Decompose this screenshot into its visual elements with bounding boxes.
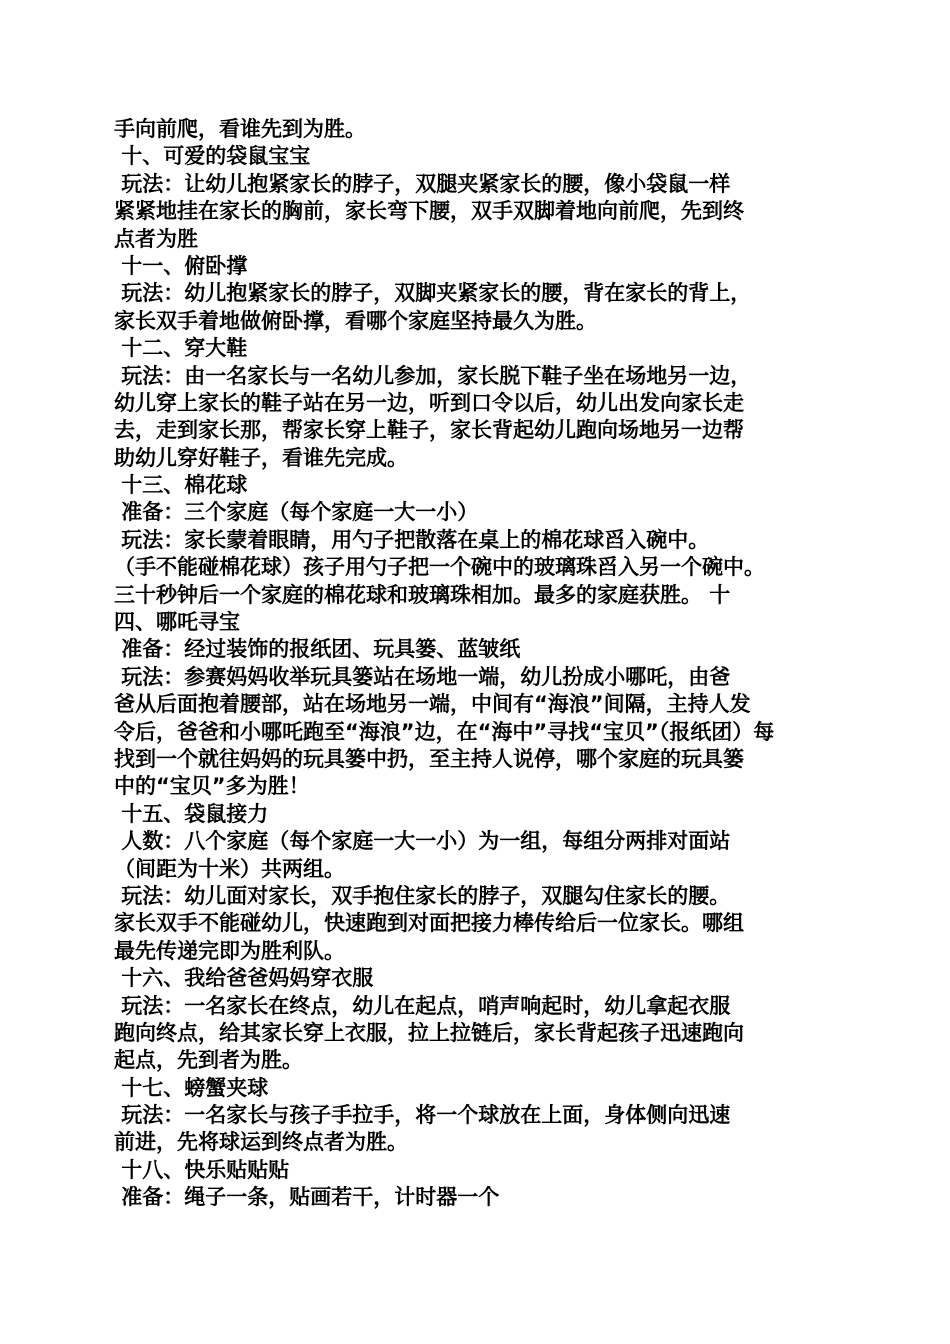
text-line: 人数：八个家庭（每个家庭一大一小）为一组，每组分两排对面站 xyxy=(114,829,731,854)
text-line: 跑向终点，给其家长穿上衣服，拉上拉链后，家长背起孩子迅速跑向 xyxy=(114,1020,744,1045)
section-heading: 十五、袋鼠接力 xyxy=(114,801,269,826)
text-line: 家长双手着地做俯卧撑，看哪个家庭坚持最久为胜。 xyxy=(114,308,597,333)
text-line: 玩法：幼儿面对家长，双手抱住家长的脖子，双腿勾住家长的腰。 xyxy=(114,883,731,908)
section-heading: 十一、俯卧撑 xyxy=(114,253,248,278)
text-line: 中的“宝贝”多为胜！ xyxy=(114,774,310,799)
text-line: 前进，先将球运到终点者为胜。 xyxy=(114,1130,408,1155)
text-line: 令后，爸爸和小哪吒跑至“海浪”边，在“海中”寻找“宝贝”（报纸团）每 xyxy=(114,719,775,744)
text-line: 玩法：幼儿抱紧家长的脖子，双脚夹紧家长的腰，背在家长的背上， xyxy=(114,281,752,306)
text-line: 玩法：一名家长在终点，幼儿在起点，哨声响起时，幼儿拿起衣服 xyxy=(114,993,731,1018)
section-heading: 十八、快乐贴贴贴 xyxy=(114,1157,290,1182)
section-heading: 十七、螃蟹夹球 xyxy=(114,1075,269,1100)
text-line: 玩法：让幼儿抱紧家长的脖子，双腿夹紧家长的腰，像小袋鼠一样 xyxy=(114,171,731,196)
text-line: （间距为十米）共两组。 xyxy=(114,856,345,881)
text-line: 爸从后面抱着腰部，站在场地另一端，中间有“海浪”间隔，主持人发 xyxy=(114,692,751,717)
text-line: 去，走到家长那，帮家长穿上鞋子，家长背起幼儿跑向场地另一边帮 xyxy=(114,418,744,443)
text-line: 准备：绳子一条，贴画若干，计时器一个 xyxy=(114,1185,500,1210)
text-line: 手向前爬，看谁先到为胜。 xyxy=(114,117,366,141)
text-line: 找到一个就往妈妈的玩具篓中扔，至主持人说停，哪个家庭的玩具篓 xyxy=(114,746,744,771)
text-line: 幼儿穿上家长的鞋子站在另一边，听到口令以后，幼儿出发向家长走 xyxy=(114,390,744,415)
text-line: 玩法：家长蒙着眼睛，用勺子把散落在桌上的棉花球舀入碗中。 xyxy=(114,527,710,552)
text-line: 玩法：一名家长与孩子手拉手，将一个球放在上面，身体侧向迅速 xyxy=(114,1103,731,1128)
section-heading: 十六、我给爸爸妈妈穿衣服 xyxy=(114,966,374,991)
text-line: 家长双手不能碰幼儿，快速跑到对面把接力棒传给后一位家长。哪组 xyxy=(114,911,744,936)
text-line: 起点，先到者为胜。 xyxy=(114,1048,303,1073)
text-line: 三十秒钟后一个家庭的棉花球和玻璃珠相加。最多的家庭获胜。 十 xyxy=(114,582,731,607)
text-line: 玩法：由一名家长与一名幼儿参加，家长脱下鞋子坐在场地另一边， xyxy=(114,363,752,388)
text-line: 助幼儿穿好鞋子，看谁先完成。 xyxy=(114,445,408,470)
section-heading: 十二、穿大鞋 xyxy=(114,336,248,361)
text-line: 准备：经过装饰的报纸团、玩具篓、蓝皱纸 xyxy=(114,637,521,662)
text-line: 紧紧地挂在家长的胸前，家长弯下腰，双手双脚着地向前爬，先到终 xyxy=(114,199,744,224)
section-heading: 四、哪吒寻宝 xyxy=(114,610,240,635)
text-line: （手不能碰棉花球）孩子用勺子把一个碗中的玻璃珠舀入另一个碗中。 xyxy=(114,555,765,580)
text-line: 点者为胜 xyxy=(114,226,198,251)
text-line: 最先传递完即为胜利队。 xyxy=(114,938,345,963)
section-heading: 十三、棉花球 xyxy=(114,473,248,498)
document-page xyxy=(114,116,854,1212)
text-line: 玩法：参赛妈妈收举玩具篓站在场地一端，幼儿扮成小哪吒，由爸 xyxy=(114,664,731,689)
text-line: 准备：三个家庭（每个家庭一大一小） xyxy=(114,500,479,525)
section-heading: 十、可爱的袋鼠宝宝 xyxy=(114,144,311,169)
